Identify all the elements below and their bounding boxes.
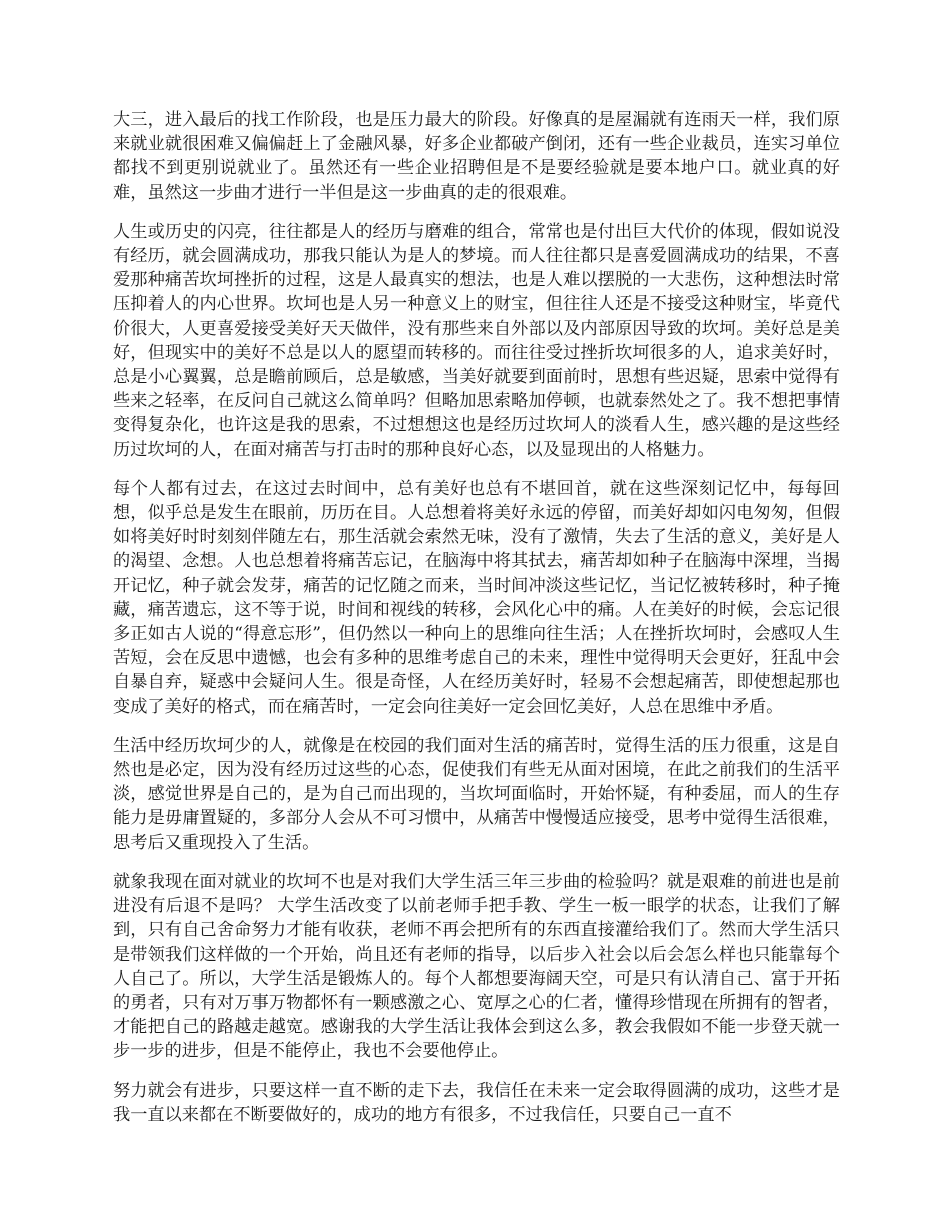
paragraph-memory: 每个人都有过去，在这过去时间中，总有美好也总有不堪回首，就在这些深刻记忆中，每每回想，似乎总是发生在眼前，历历在目。人总想着将美好永远的停留，而美好却如闪电匆匆，但假如将美好时时刻刻伴随左右，那生活就会索然无味，没有了激情，失去了生活的意义，美好是人的渴望、念想。人也总想着将痛苦忘记，在脑海中将其拭去，痛苦却如种子在脑海中深埋，当揭开记忆，种子就会发芽，痛苦的记忆随之而来，当时间冲淡这些记忆，当记忆被转移时，种子掩藏，痛苦遗忘，这不等于说，时间和视线的转移，会风化心中的痛。人在美好的时候，会忘记很多正如古人说的“得意忘形”，但仍然以一种向上的思维向往生活；人在挫折坎坷时，会感叹人生苦短，会在反思中遗憾，也会有多种的思维考虑自己的未来，理性中觉得明天会更好，狂乱中会自暴自弃，疑惑中会疑问人生。很是奇怪，人在经历美好时，轻易不会想起痛苦，即使想起那也变成了美好的格式，而在痛苦时，一定会向往美好一定会回忆美好，人总在思维中矛盾。	[113, 478, 840, 717]
document-body	[113, 108, 840, 1142]
paragraph-campus-life: 生活中经历坎坷少的人，就像是在校园的我们面对生活的痛苦时，觉得生活的压力很重，这是自然也是必定，因为没有经历过这些的心态，促使我们有些无从面对困境，在此之前我们的生活平淡，感觉世界是自己的，是为自己而出现的，当坎坷面临时，开始怀疑，有种委屈，而人的生存能力是毋庸置疑的，多部分人会从不可习惯中，从痛苦中慢慢适应接受，思考中觉得生活很难，思考后又重现投入了生活。	[113, 735, 840, 853]
paragraph-job-hunting: 大三，进入最后的找工作阶段，也是压力最大的阶段。好像真的是屋漏就有连雨天一样，我们原来就业就很困难又偏偏赶上了金融风暴，好多企业都破产倒闭，还有一些企业裁员，连实习单位都找不到更别说就业了。虽然还有一些企业招聘但是不是要经验就是要本地户口。就业真的好难，虽然这一步曲才进行一半但是这一步曲真的走的很艰难。	[113, 110, 840, 203]
paragraph-university-reflection: 就象我现在面对就业的坎坷不也是对我们大学生活三年三步曲的检验吗？就是艰难的前进也是前进没有后退不是吗？ 大学生活改变了以前老师手把手教、学生一板一眼学的状态，让我们了解到，只有自己舍命努力才能有收获，老师不再会把所有的东西直接灌给我们了。然而大学生活只是带领我们这样做的一个开始，尚且还有老师的指导，以后步入社会以后会怎么样也只能靠每个人自己了。所以，大学生活是锻炼人的。每个人都想要海阔天空，可是只有认清自己、富于开拓的勇者，只有对万事万物都怀有一颗感激之心、宽厚之心的仁者，懂得珍惜现在所拥有的智者，才能把自己的路越走越宽。感谢我的大学生活让我体会到这么多，教会我假如不能一步登天就一步一步的进步，但是不能停止，我也不会要他停止。	[113, 871, 840, 1062]
paragraph-effort: 努力就会有进步，只要这样一直不断的走下去，我信任在未来一定会取得圆满的成功，这些才是我一直以来都在不断要做好的，成功的地方有很多，不过我信任，只要自己一直不	[113, 1080, 840, 1125]
paragraph-hardship: 人生或历史的闪亮，往往都是人的经历与磨难的组合，常常也是付出巨大代价的体现，假如说没有经历，就会圆满成功，那我只能认为是人的梦境。而人往往都只是喜爱圆满成功的结果，不喜爱那种痛苦坎坷挫折的过程，这是人最真实的想法，也是人难以摆脱的一大悲伤，这种想法时常压抑着人的内心世界。坎坷也是人另一种意义上的财宝，但往往人还是不接受这种财宝，毕竟代价很大，人更喜爱接受美好天天做伴，没有那些来自外部以及内部原因导致的坎坷。美好总是美好，但现实中的美好不总是以人的愿望而转移的。而往往受过挫折坎坷很多的人，追求美好时，总是小心翼翼，总是瞻前顾后，总是敏感，当美好就要到面前时，思想有些迟疑，思索中觉得有些来之轻率，在反问自己就这么简单吗？但略加思索略加停顿，也就泰然处之了。我不想把事情变得复杂化，也许这是我的思索，不过想想这也是经历过坎坷人的淡看人生，感兴趣的是这些经历过坎坷的人，在面对痛苦与打击时的那种良好心态，以及显现出的人格魅力。	[113, 221, 840, 460]
